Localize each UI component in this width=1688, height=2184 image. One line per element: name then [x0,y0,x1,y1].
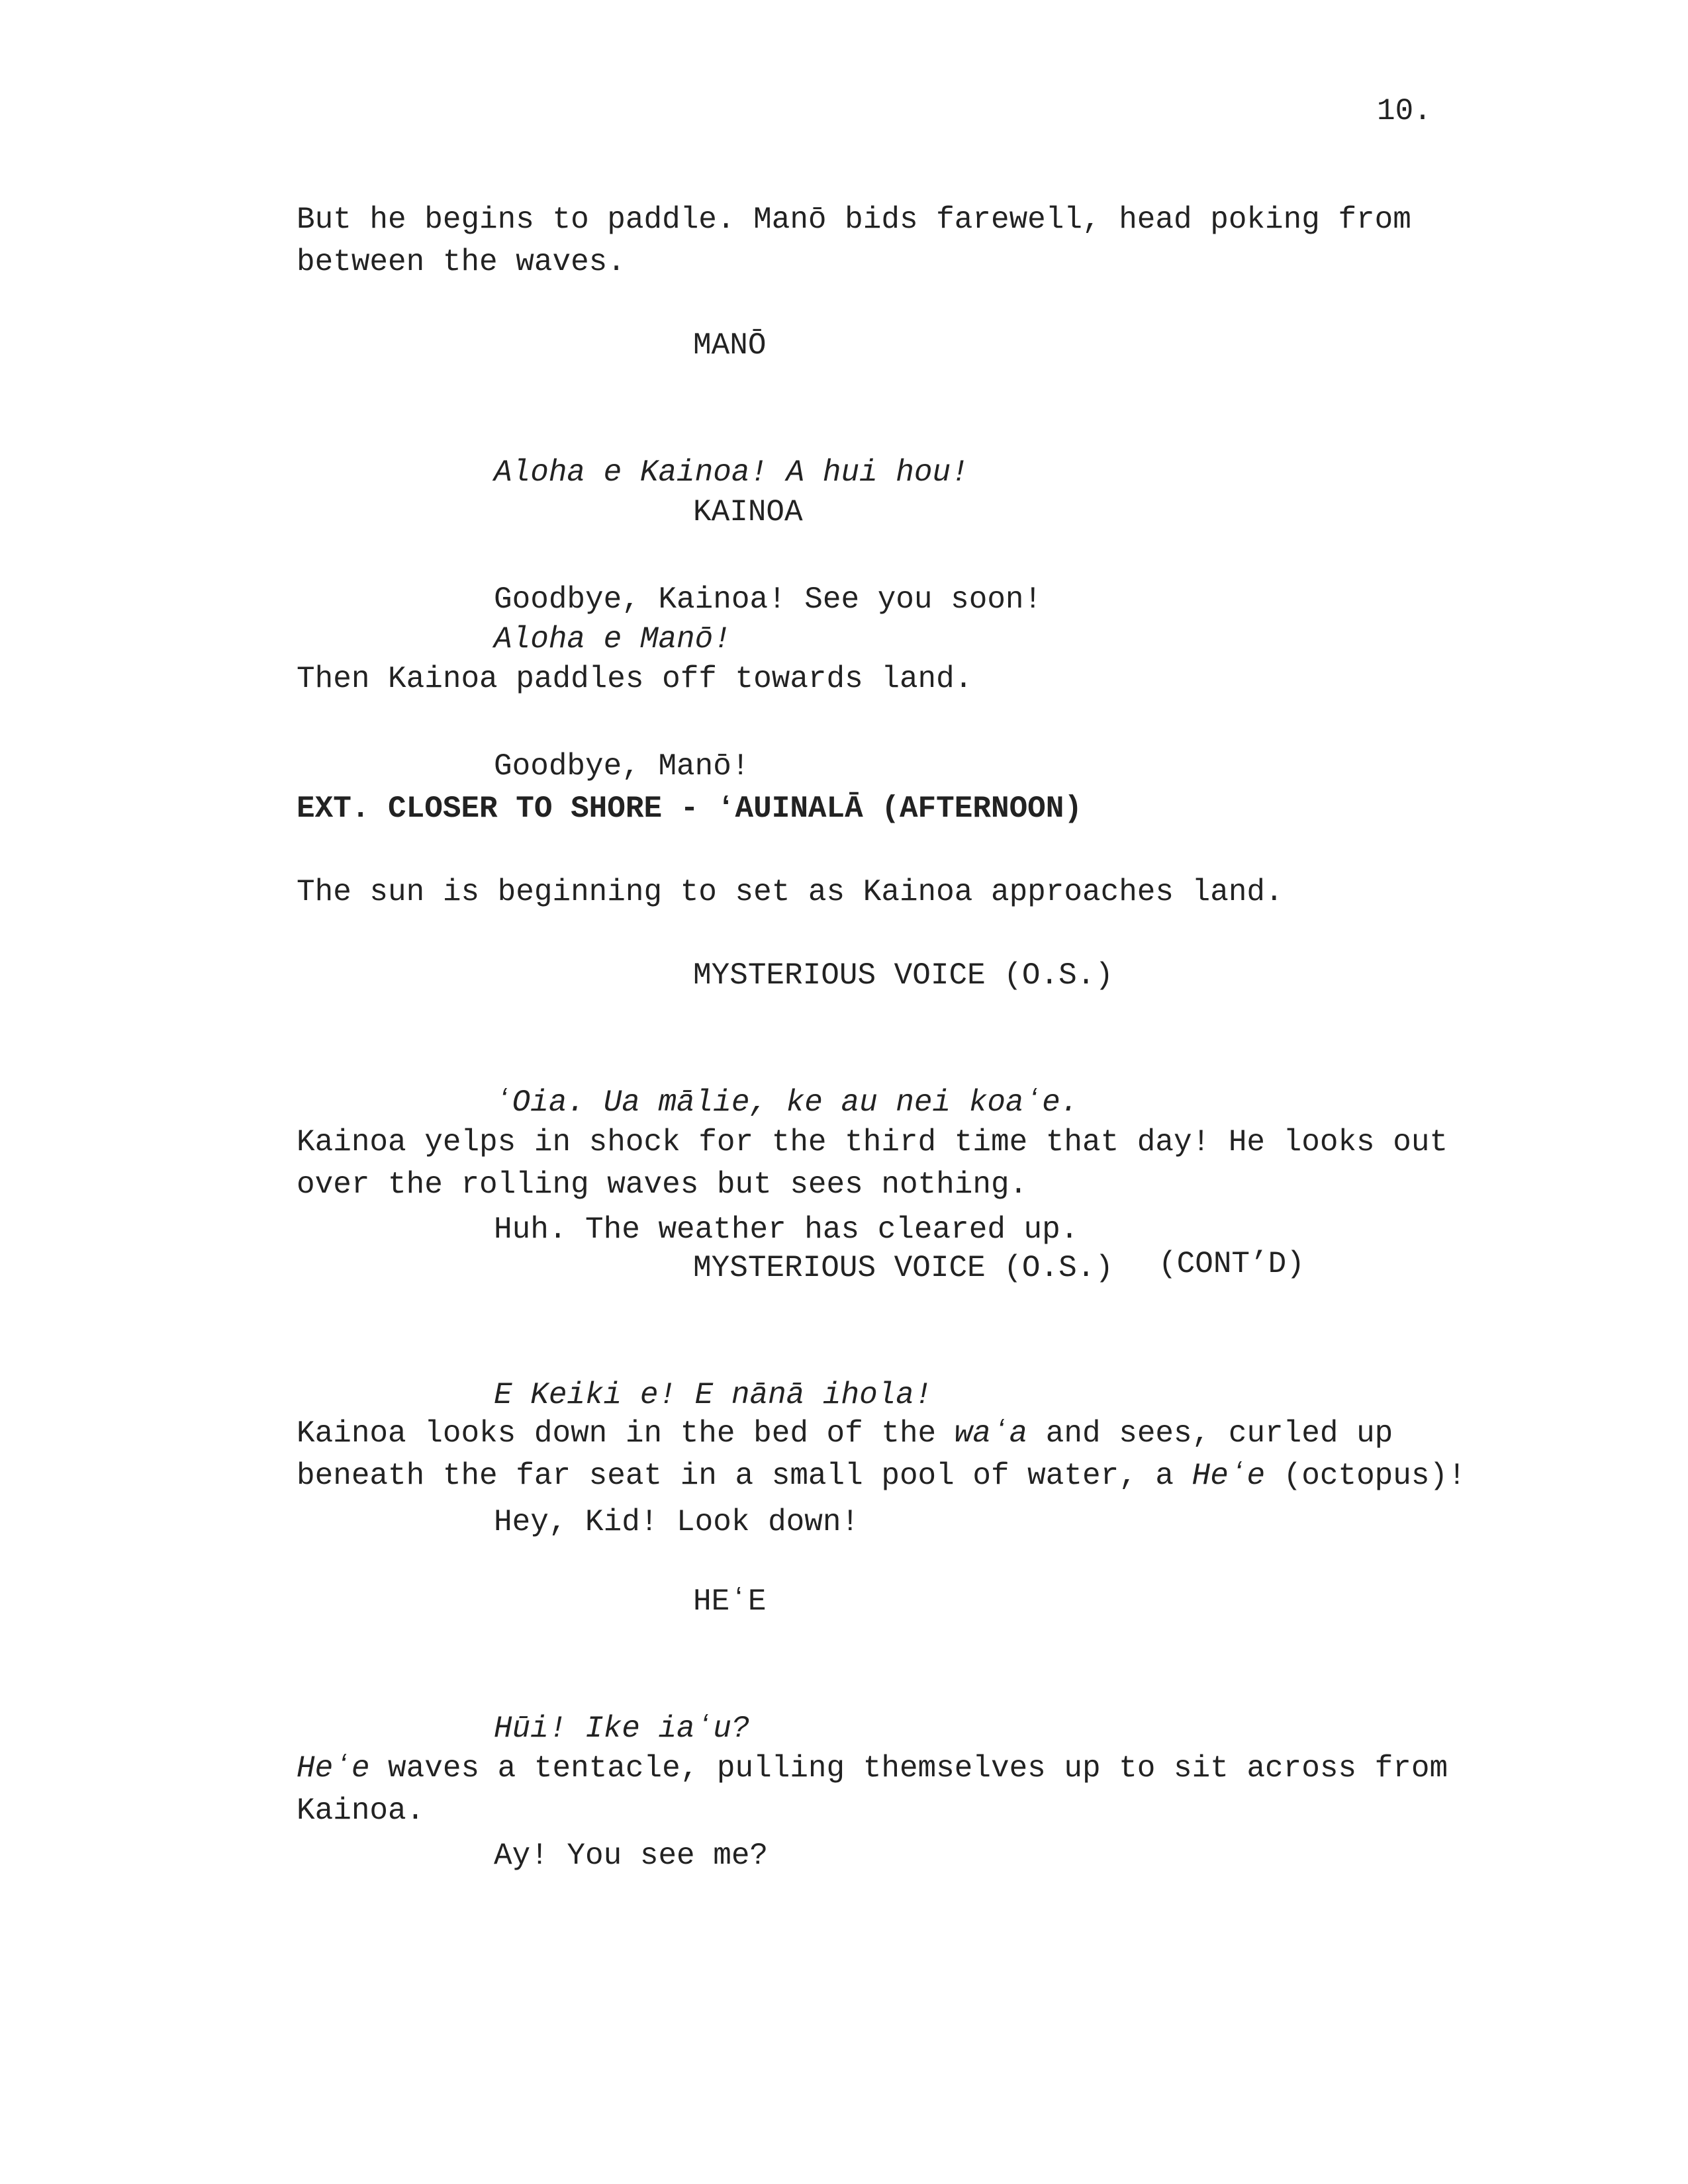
action-paragraph [297,1747,1515,1832]
action-text: (octopus)! [1265,1459,1466,1493]
action-text: and sees, curled up beneath the far seat in a small pool of water, a [297,1416,1411,1493]
action-line: Then Kainoa paddles off towards land. [297,662,973,696]
dialogue-hawaiian: Aloha e Kainoa! A hui hou! [494,455,969,490]
character-name-mysterious-voice: MYSTERIOUS VOICE (O.S.) [693,958,1113,993]
action-line: But he begins to paddle. Manō bids farewell, head poking from between the waves. [297,203,1430,279]
dialogue-hawaiian: E Keiki e! E nānā ihola! [494,1378,933,1412]
hawaiian-term: waʻa [954,1416,1028,1451]
character-name-hee: HEʻE [693,1584,767,1619]
dialogue-english: Huh. The weather has cleared up. [494,1212,1079,1247]
hawaiian-term: Heʻe [1192,1459,1266,1493]
action-paragraph [297,1412,1515,1497]
action-text: Kainoa looks down in the bed of the [297,1416,955,1451]
scene-heading: EXT. CLOSER TO SHORE - ʻAUINALĀ (AFTERNOON) [297,792,1082,826]
dialogue-english: Goodbye, Kainoa! See you soon! [494,582,1043,617]
dialogue-hawaiian: ʻOia. Ua mālie, ke au nei koaʻe. [494,1085,1079,1120]
action-text: waves a tentacle, pulling themselves up to sit across from Kainoa. [297,1751,1466,1828]
character-name-mano: MANŌ [693,328,767,363]
dialogue-english: Ay! You see me? [494,1839,769,1873]
hawaiian-term: Heʻe [297,1751,370,1786]
action-paragraph: Kainoa yelps in shock for the third time that day! He looks out over the rolling waves but sees nothing. [297,1125,1466,1202]
dialogue-hawaiian: Hūi! Ike iaʻu? [494,1711,750,1746]
character-name-mysterious-voice: MYSTERIOUS VOICE (O.S.) [693,1251,1113,1285]
contd-marker: (CONT’D) [1158,1247,1305,1281]
dialogue-hawaiian: Aloha e Manō! [494,622,731,657]
action-line: The sun is beginning to set as Kainoa approaches land. [297,875,1284,909]
character-name-kainoa: KAINOA [693,495,803,529]
dialogue-english: Hey, Kid! Look down! [494,1505,860,1539]
page-number: 10. [1377,94,1432,128]
dialogue-english: Goodbye, Manō! [494,749,750,784]
